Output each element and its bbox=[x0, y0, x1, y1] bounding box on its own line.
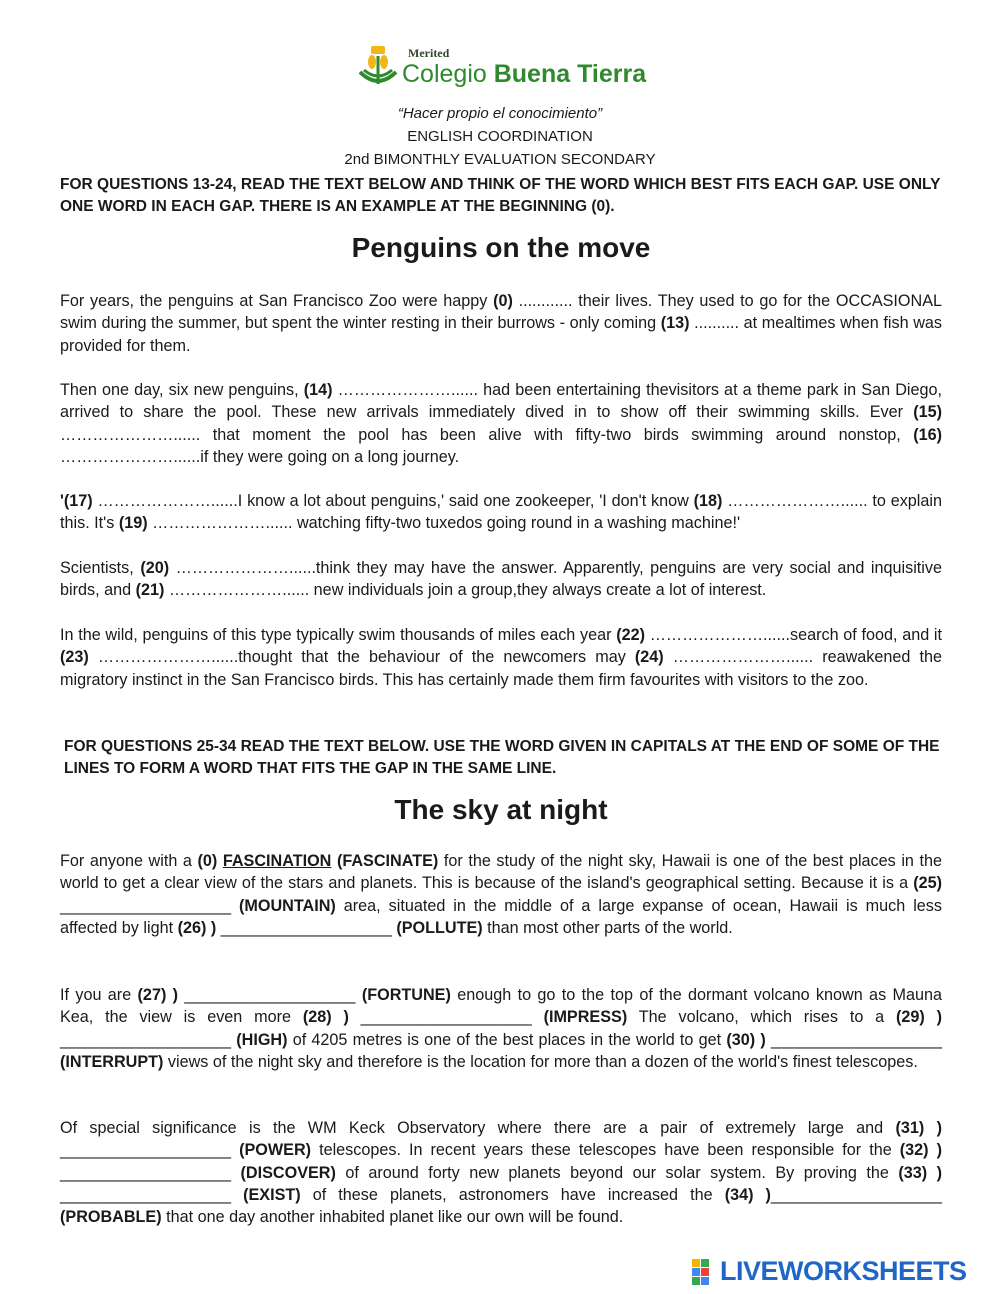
section2-instructions: FOR QUESTIONS 25-34 READ THE TEXT BELOW. USE THE WORD GIVEN IN CAPITALS AT THE END OF SOME OF THE LINES TO FORM A WORD THAT FITS THE GAP IN THE SAME LINE. bbox=[64, 738, 940, 777]
liveworksheets-brand: LIVEWORKSHEETS bbox=[720, 1256, 967, 1286]
coordination-heading: ENGLISH COORDINATION bbox=[407, 128, 593, 145]
motto: “Hacer propio el conocimiento” bbox=[397, 105, 603, 122]
section1-paragraph-1: For years, the penguins at San Francisco Zoo were happy (0) ............ their lives. They used to go for the OCCASIONAL swim during the summer, but spent the winter resting in their burrows - only coming (13) .......... at mealtimes when fish was provided for them. bbox=[60, 292, 942, 355]
section2-paragraph-2: If you are (27) ) ___________________ (FORTUNE) enough to go to the top of the dormant volcano known as Mauna Kea, the view is even more (28) ) ___________________ (IMPRESS) The volcano, which rises to a (29) ) ___________________ (HIGH) of 4205 metres is one of the best places in the world to get (30) ) ___________________ (INTERRUPT) views of the night sky and therefore is the location for more than a dozen of the world's finest telescopes. bbox=[60, 986, 943, 1071]
school-logo bbox=[358, 44, 648, 94]
section2-paragraph-1: For anyone with a (0) FASCINATION (FASCINATE) for the study of the night sky, Hawaii is one of the best places in the world to get a clear view of the stars and planets. This is because of the island's geographical setting. Because it is a (25) ___________________ (MOUNTAIN) area, situated in the middle of a large expanse of ocean, Hawaii is much less affected by light (26) ) ___________________ (POLLUTE) than most other parts of the world. bbox=[60, 852, 943, 937]
section1-paragraph-4: Scientists, (20) …………………......think they may have the answer. Apparently, penguins are very social and inquisitive birds, and (21) …………………...... new individuals join a group,they always create a lot of interest. bbox=[60, 559, 942, 600]
section1-paragraph-2: Then one day, six new penguins, (14) …………………...... had been entertaining thevisitors at a theme park in San Diego, arrived to share the pool. These new arrivals immediately dived in to show off their swimming skills. Ever (15) …………………...... that moment the pool has been alive with fifty-two birds swimming around nonstop, (16) …………………......if they were going on a long journey. bbox=[60, 381, 942, 466]
section2-paragraph-3: Of special significance is the WM Keck Observatory where there are a pair of extremely large and (31) ) ___________________ (POWER) telescopes. In recent years these telescopes have been responsible for the (32) ) ___________________ (DISCOVER) of around forty new planets beyond our solar system. By proving the (33) ) ___________________ (EXIST) of these planets, astronomers have increased the (34) )___________________ (PROBABLE) that one day another inhabited planet like our own will be found. bbox=[60, 1119, 942, 1227]
liveworksheets-watermark bbox=[692, 1256, 992, 1286]
section1-paragraph-5: In the wild, penguins of this type typically swim thousands of miles each year (22) …………………......search of food, and it (23) …………………......thought that the behaviour of the newcomers may (24) …………………...... reawakened the migratory instinct in the San Francisco birds. This has certainly made them firm favourites with visitors to the zoo. bbox=[60, 626, 942, 689]
liveworksheets-icon bbox=[692, 1259, 718, 1285]
section1-paragraph-3: '(17) …………………......I know a lot about penguins,' said one zookeeper, 'I don't know (18) …………………...... to explain this. It's (19) …………………...... watching fifty-two tuxedos going round in a washing machine!' bbox=[60, 492, 943, 533]
logo-merited-text: Merited bbox=[408, 46, 450, 60]
section1-instructions: FOR QUESTIONS 13-24, READ THE TEXT BELOW AND THINK OF THE WORD WHICH BEST FITS EACH GAP. USE ONLY ONE WORD IN EACH GAP. THERE IS AN EXAMPLE AT THE BEGINNING (0). bbox=[60, 176, 941, 215]
logo-school-name: Colegio Buena Tierra bbox=[402, 60, 647, 88]
evaluation-heading: 2nd BIMONTHLY EVALUATION SECONDARY bbox=[344, 151, 656, 168]
wheat-logo-icon bbox=[358, 44, 398, 90]
section2-title: The sky at night bbox=[394, 794, 608, 825]
section1-title: Penguins on the move bbox=[351, 232, 651, 263]
